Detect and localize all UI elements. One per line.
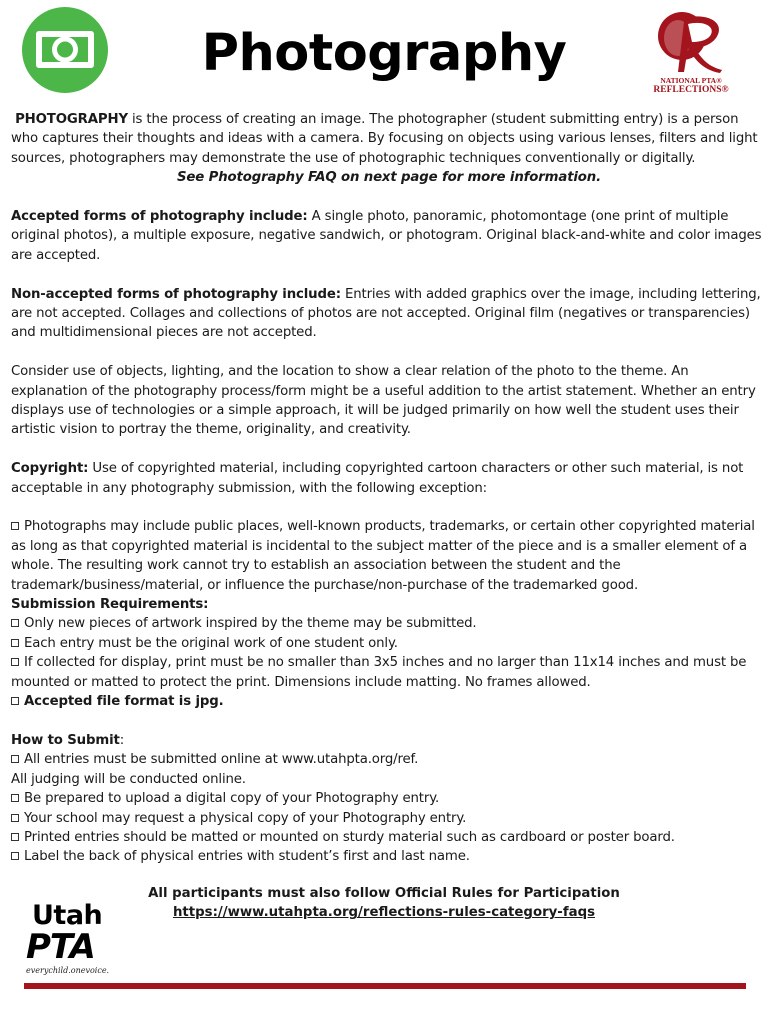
page-title: Photography (201, 24, 567, 83)
checkbox-icon (11, 658, 19, 666)
footer-divider (24, 983, 746, 989)
list-item (11, 634, 767, 653)
copyright-exception (11, 517, 767, 595)
accepted-text: A single photo, panoramic, photomontage (one print of multiple original photos), a multiple exposure, negative sandwich, or photogram. Original black-and-white and color images are accepted. (11, 209, 762, 263)
intro-lead: PHOTOGRAPHY (15, 112, 128, 127)
rules-link[interactable]: https://www.utahpta.org/reflections-rules-category-faqs (172, 905, 596, 921)
list-item (11, 614, 767, 633)
copyright-text: Use of copyrighted material, including copyrighted cartoon characters or other such material, is not acceptable in any photography submission, with the following exception: (11, 461, 744, 496)
copyright-label: Copyright: (11, 461, 89, 477)
utah-logo-word: Utah (32, 900, 103, 931)
submit-item-3: Printed entries should be matted or mounted on sturdy material such as cardboard or poster board. (24, 829, 675, 845)
list-item (11, 828, 767, 847)
intro-paragraph (11, 110, 767, 168)
pta-tagline: everychild.onevoice. (26, 966, 110, 975)
how-to-submit-heading-line (11, 731, 767, 750)
submit-item-4: Label the back of physical entries with student’s first and last name. (24, 849, 470, 865)
checkbox-icon (11, 852, 19, 860)
document-body (11, 110, 767, 867)
checkbox-icon (11, 814, 19, 822)
faq-note: See Photography FAQ on next page for more information. (176, 170, 602, 186)
submission-item-2: Each entry must be the original work of one student only. (24, 635, 398, 651)
rules-text: All participants must also follow Official Rules for Participation (148, 886, 620, 901)
list-item (11, 653, 767, 692)
file-format-note: Accepted file format is jpg. (24, 694, 224, 710)
checkbox-icon (11, 755, 19, 763)
list-item (11, 750, 767, 769)
utah-pta-logo (24, 900, 120, 980)
non-accepted-label: Non-accepted forms of photography include: (11, 286, 341, 302)
submission-item-1: Only new pieces of artwork inspired by the theme may be submitted. (24, 616, 477, 632)
submission-heading: Submission Requirements: (11, 597, 209, 613)
submission-item-3: If collected for display, print must be no smaller than 3x5 inches and no larger than 11x14 inches and must be mounted or matted to protect the print. Dimensions include matting. No frames allowed. (11, 655, 747, 690)
non-accepted-paragraph (11, 285, 767, 343)
submit-item-1: Be prepared to upload a digital copy of your Photography entry. (24, 791, 440, 807)
list-item (11, 847, 767, 866)
list-item (11, 692, 767, 711)
how-to-submit-colon: : (119, 732, 125, 748)
intro-text: is the process of creating an image. The photographer (student submitting entry) is a person who captures their thoughts and ideas with a camera. By focusing on objects using various lenses, filters and light sources, photographers may demonstrate the use of photographic techniques conventionally or digitally. (11, 112, 758, 166)
checkbox-icon (11, 794, 19, 802)
accepted-label: Accepted forms of photography include: (11, 209, 308, 225)
submit-online-item: All entries must be submitted online at www.utahpta.org/ref. (24, 752, 419, 768)
judging-note: All judging will be conducted online. (11, 771, 246, 787)
consider-paragraph: Consider use of objects, lighting, and the location to show a clear relation of the photo to the theme. An explanation of the photography process/form might be a useful addition to the artist statement. Whether an entry displays use of technologies or a simple approach, it will be judged primarily on how well the student uses their artistic vision to portray the theme, originality, and creativity. (11, 364, 756, 438)
copyright-paragraph (11, 459, 767, 498)
reflections-logo (648, 10, 734, 98)
checkbox-icon (11, 619, 19, 627)
checkbox-icon (11, 833, 19, 841)
list-item (11, 789, 767, 808)
copyright-exception-text: Photographs may include public places, well-known products, trademarks, or certain other copyrighted material as long as that copyrighted material is incidental to the subject matter of the piece and is a smaller element of a whole. The resulting work cannot try to establish an association between the student and the trademark/business/material, or influence the purchase/non-purchase of the trademarked good. (11, 519, 755, 593)
reflections-logo-line2: REFLECTIONS® (653, 85, 729, 95)
pta-logo-word: PTA (26, 927, 95, 967)
checkbox-icon (11, 522, 19, 530)
submit-item-2: Your school may request a physical copy of your Photography entry. (24, 810, 467, 826)
reflections-logo-line1: NATIONAL PTA® (660, 76, 722, 85)
list-item (11, 809, 767, 828)
non-accepted-text: Entries with added graphics over the image, including lettering, are not accepted. Collages and collections of photos are not accepted. Original film (negatives or transparencies) and multidimensional pieces are not accepted. (11, 286, 761, 341)
accepted-paragraph (11, 207, 767, 265)
checkbox-icon (11, 697, 19, 705)
checkbox-icon (11, 639, 19, 647)
how-to-submit-heading: How to Submit (11, 732, 120, 748)
